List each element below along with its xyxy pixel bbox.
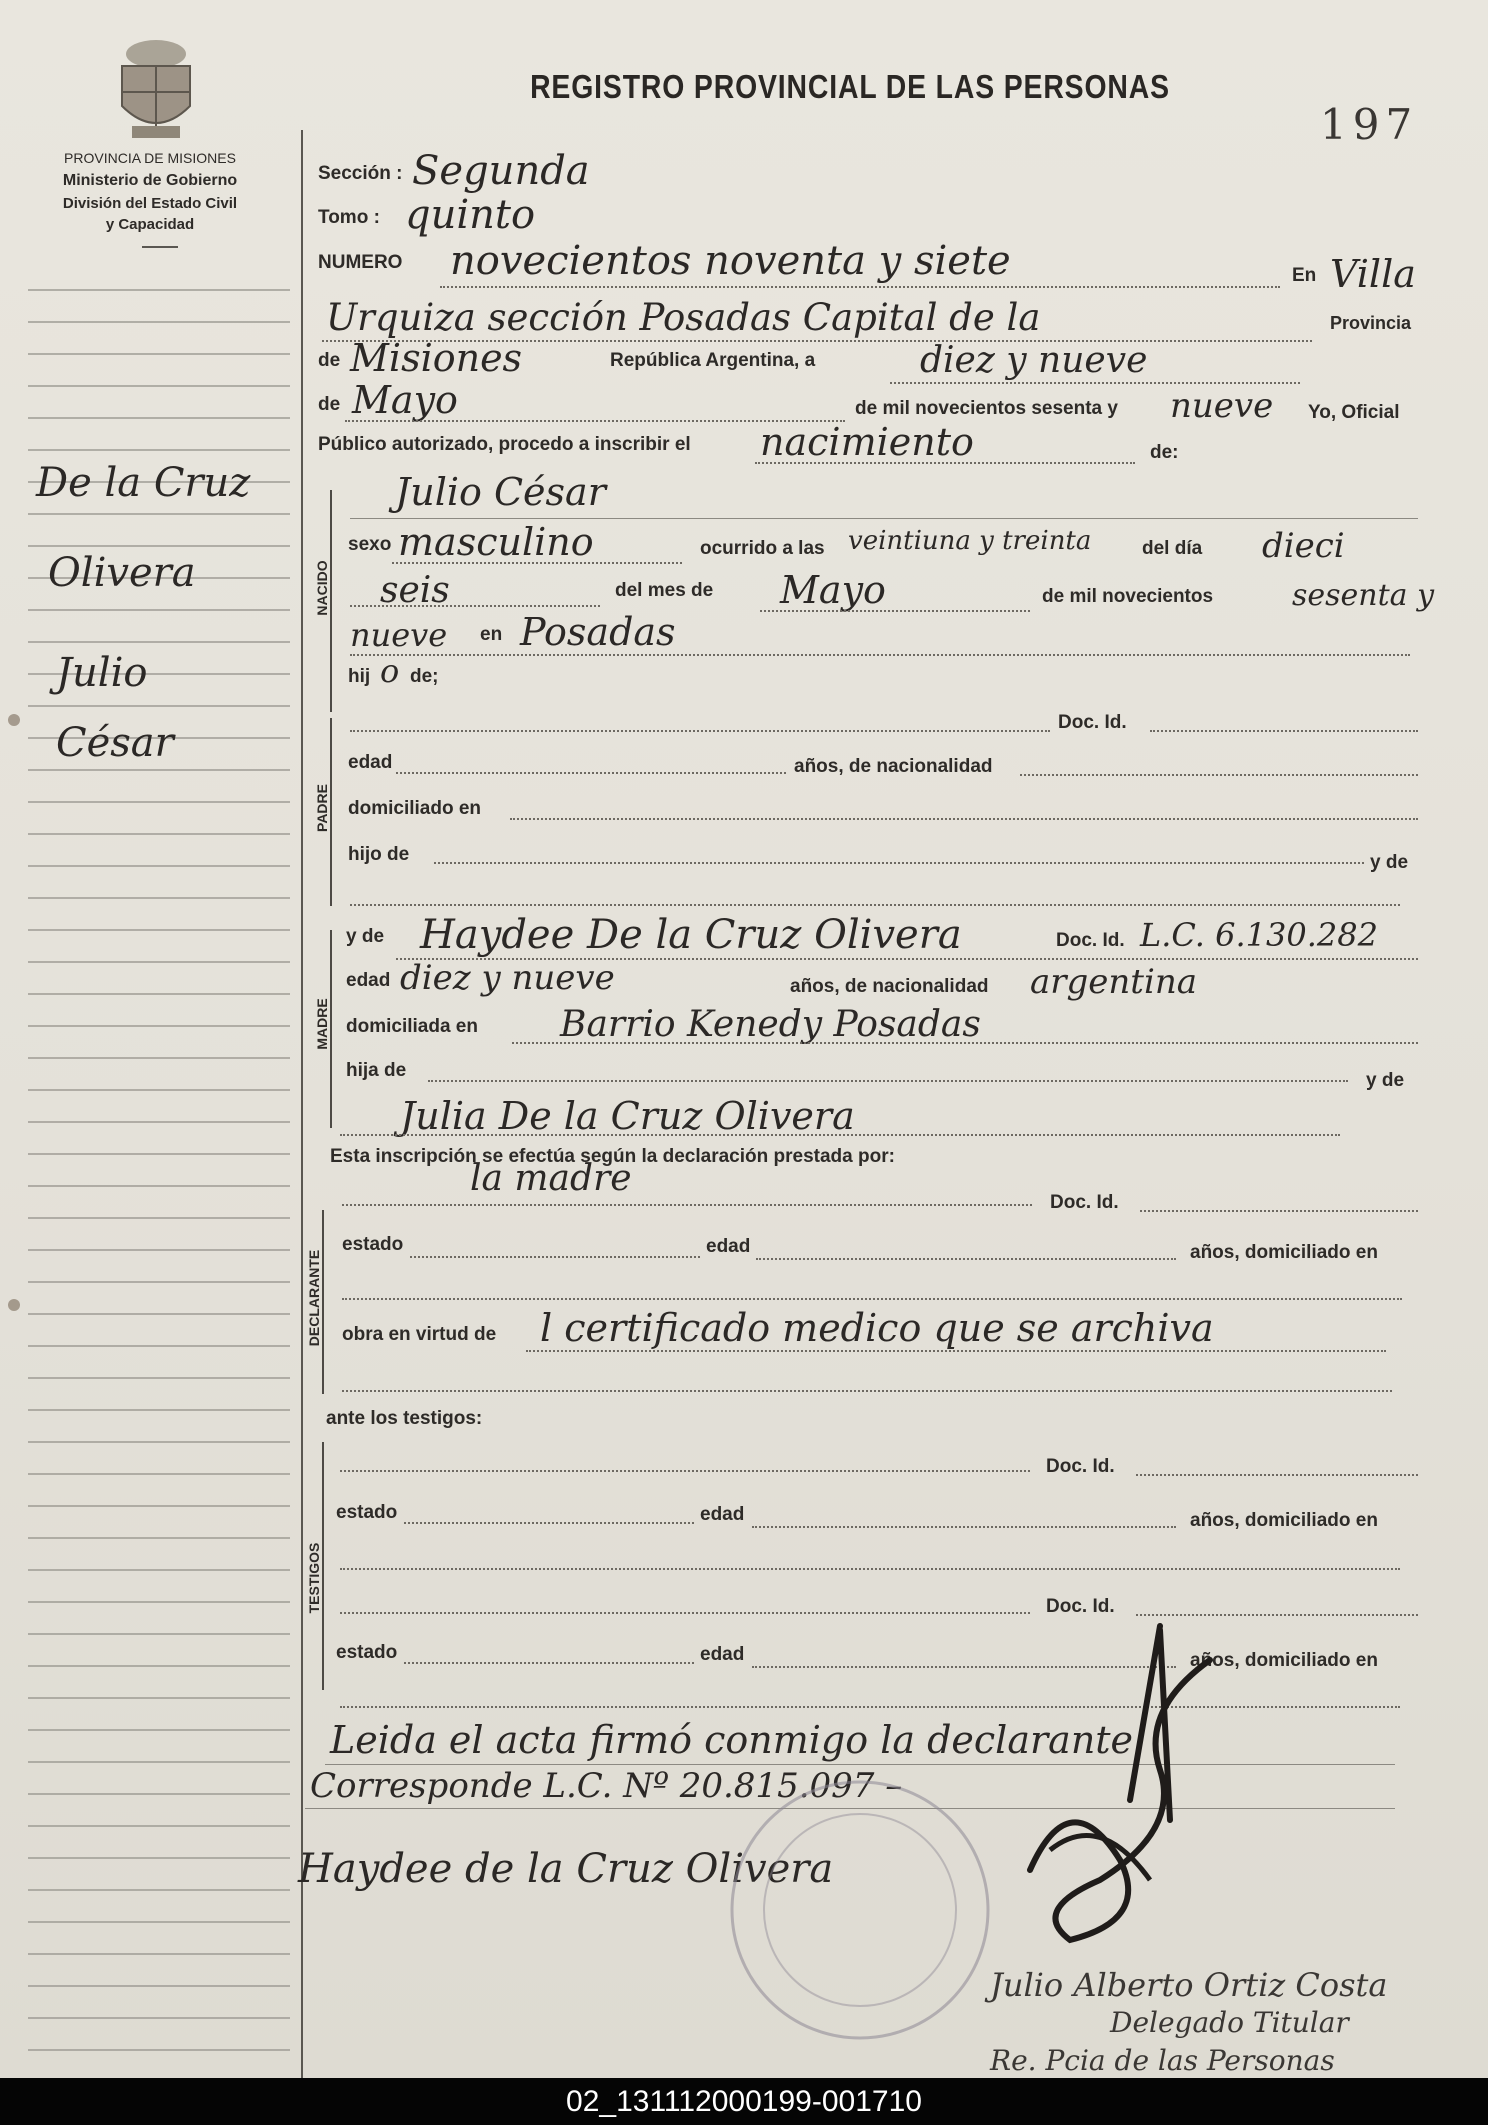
nacido-section-label: NACIDO — [314, 560, 330, 616]
acto-rule — [755, 462, 1135, 464]
tomo-value: quinto — [405, 192, 536, 238]
official-signature — [1010, 1620, 1250, 1960]
padre-madre-rule — [350, 904, 1400, 906]
madre-edad-value: diez y nueve — [400, 958, 615, 998]
margin-note-3: Julio — [56, 650, 148, 696]
nac-mes-rule — [760, 610, 1030, 612]
testigo1-doc-label: Doc. Id. — [1046, 1456, 1115, 1477]
testigo1-nombre-rule — [340, 1470, 1030, 1472]
declarante-estado-label: estado — [342, 1234, 404, 1255]
madre-doc-label: Doc. Id. — [1056, 930, 1125, 951]
hijo-suffix: o — [380, 652, 400, 690]
division-label: División del Estado Civil — [62, 195, 238, 212]
nota-documento: Corresponde L.C. Nº 20.815.097 – — [310, 1766, 903, 1806]
de-label-3: de: — [1150, 442, 1179, 463]
testigo2-estado-label: estado — [336, 1642, 398, 1663]
nac-anio-value: sesenta y — [1292, 578, 1435, 613]
numero-label: NUMERO — [318, 252, 403, 273]
provincia-value: Misiones — [350, 336, 523, 380]
madre-nacionalidad-label: años, de nacionalidad — [790, 976, 989, 997]
margin-note-2: Olivera — [48, 550, 196, 596]
madre-domicilio-label: domiciliada en — [346, 1016, 478, 1037]
madre-section-label: MADRE — [314, 998, 330, 1050]
madre-domicilio-value: Barrio Kenedy Posadas — [560, 1004, 981, 1045]
testigo2-doc-label: Doc. Id. — [1046, 1596, 1115, 1617]
numero-value: novecientos noventa y siete — [450, 238, 1011, 284]
declarante-estado-rule — [410, 1256, 700, 1258]
margin-note-1: De la Cruz — [36, 460, 251, 506]
madre-bracket — [330, 930, 332, 1128]
sexo-label: sexo — [348, 534, 392, 555]
declarante-doc-label: Doc. Id. — [1050, 1192, 1119, 1213]
testigos-bracket — [322, 1442, 324, 1690]
madre-abuela-value: Julia De la Cruz Olivera — [400, 1094, 855, 1138]
tomo-label: Tomo : — [318, 207, 380, 228]
testigo1-estado-rule — [404, 1522, 694, 1524]
testigos-label: ante los testigos: — [326, 1408, 483, 1429]
madre-y-de-2-label: y de — [1366, 1070, 1405, 1091]
testigo2-nombre-rule — [340, 1612, 1030, 1614]
de-label-2: de — [318, 394, 341, 415]
declarante-value: la madre — [470, 1158, 632, 1199]
de-label-1: de — [318, 350, 341, 371]
oficial-reparticion: Re. Pcia de las Personas — [990, 2044, 1335, 2077]
del-dia-label: del día — [1142, 538, 1203, 559]
en-value: Villa — [1330, 252, 1416, 296]
oficial-label: Yo, Oficial — [1308, 402, 1400, 423]
testigo2-edad-label: edad — [700, 1644, 745, 1665]
republica-label: República Argentina, a — [610, 350, 816, 371]
madre-abuela-rule — [340, 1134, 1340, 1136]
testigos-section-label: TESTIGOS — [306, 1542, 322, 1614]
madre-doc-value: L.C. 6.130.282 — [1140, 916, 1378, 954]
testigo2-doc-rule — [1136, 1614, 1418, 1616]
padre-nacionalidad-rule — [1020, 774, 1418, 776]
madre-nacionalidad-value: argentina — [1030, 962, 1198, 1002]
oficial-nombre: Julio Alberto Ortiz Costa — [990, 1966, 1388, 2004]
nombre-rule — [350, 518, 1418, 519]
padre-hijo-de-label: hijo de — [348, 844, 410, 865]
provincia-label: Provincia — [1330, 313, 1412, 333]
hijo-label: hij — [348, 666, 371, 687]
en-label: En — [1292, 265, 1317, 286]
declarante-rule — [342, 1204, 1032, 1206]
declarante-bracket — [322, 1210, 324, 1394]
testigo2-domicilio-label: años, domiciliado en — [1190, 1650, 1378, 1671]
madre-edad-label: edad — [346, 970, 391, 991]
nac-mes-value: Mayo — [780, 568, 886, 612]
nac-mil-label: de mil novecientos — [1042, 586, 1214, 607]
declarante-edad-label: edad — [706, 1236, 751, 1257]
seccion-value: Segunda — [412, 148, 590, 194]
ocurrido-label: ocurrido a las — [700, 538, 825, 559]
mes-value: Mayo — [352, 378, 458, 422]
del-mes-label: del mes de — [615, 580, 714, 601]
margin-rule-lines — [0, 0, 310, 2078]
padre-doc-rule — [1150, 730, 1418, 732]
oficial-cargo: Delegado Titular — [1110, 2006, 1349, 2039]
madre-y-de-label: y de — [346, 926, 385, 947]
declaracion-label: Esta inscripción se efectúa según la declaración prestada por: — [330, 1146, 895, 1167]
padre-domicilio-rule — [510, 818, 1418, 820]
testigo2-estado-rule — [404, 1662, 694, 1664]
obra-label: obra en virtud de — [342, 1324, 497, 1345]
testigo1-edad-rule — [752, 1526, 1176, 1528]
nota-lectura: Leida el acta firmó conmigo la declarante — [330, 1718, 1134, 1762]
madre-domicilio-rule — [512, 1042, 1418, 1044]
declarante-section-label: DECLARANTE — [306, 1249, 322, 1347]
padre-nombre-rule — [350, 730, 1050, 732]
margin-note-4: César — [56, 720, 174, 766]
sexo-value: masculino — [398, 520, 594, 564]
official-stamp — [720, 1760, 1000, 2060]
declarante-domicilio-rule — [342, 1298, 1402, 1300]
de-label-4: de; — [410, 666, 439, 687]
mil-novecientos-label: de mil novecientos sesenta y — [855, 398, 1118, 419]
dia-value: diez y nueve — [920, 340, 1148, 381]
numero-rule — [440, 286, 1280, 288]
hora-value: veintiuna y treinta — [848, 526, 1092, 556]
testigo1-estado-label: estado — [336, 1502, 398, 1523]
padre-edad-label: edad — [348, 752, 393, 773]
padre-bracket — [330, 718, 332, 906]
nac-dia-cont-value: seis — [380, 570, 450, 611]
acto-value: nacimiento — [760, 420, 974, 464]
padre-hijo-de-rule — [434, 862, 1364, 864]
locality-value: Urquiza sección Posadas Capital de la — [326, 296, 1041, 339]
archive-id-footer: 02_131112000199-001710 — [0, 2078, 1488, 2125]
nombre-value: Julio César — [395, 470, 606, 514]
document-title: REGISTRO PROVINCIAL DE LAS PERSONAS — [530, 68, 1170, 105]
division-sub-label: y Capacidad — [105, 216, 195, 233]
declarante-doc-rule — [1140, 1210, 1418, 1212]
nacido-bracket — [330, 490, 332, 712]
obra-rule — [526, 1350, 1386, 1352]
obra-rule-2 — [342, 1390, 1392, 1392]
nac-anio-cont-value: nueve — [350, 616, 448, 654]
lugar-rule — [350, 654, 1410, 656]
padre-doc-label: Doc. Id. — [1058, 712, 1127, 733]
lugar-value: Posadas — [520, 610, 676, 654]
publico-label: Público autorizado, procedo a inscribir el — [318, 434, 691, 455]
page-number: 197 — [1320, 100, 1419, 149]
obra-value: l certificado medico que se archiva — [540, 1306, 1214, 1350]
madre-nombre-value: Haydee De la Cruz Olivera — [420, 912, 962, 958]
header-divider — [142, 246, 178, 248]
coat-of-arms-seal — [108, 36, 204, 142]
firma-declarante: Haydee de la Cruz Olivera — [298, 1846, 834, 1892]
testigo1-edad-label: edad — [700, 1504, 745, 1525]
padre-section-label: PADRE — [314, 784, 330, 832]
nac-dia-value: dieci — [1262, 526, 1345, 566]
sexo-rule — [392, 562, 682, 564]
madre-hija-de-rule — [428, 1080, 1348, 1082]
testigo1-doc-rule — [1136, 1474, 1418, 1476]
province-label: PROVINCIA DE MISIONES — [64, 150, 236, 166]
seccion-label: Sección : — [318, 163, 403, 184]
declarante-domicilio-label: años, domiciliado en — [1190, 1242, 1378, 1263]
dia-rule — [890, 382, 1300, 384]
dia-cont-rule — [350, 605, 600, 607]
ministry-label: Ministerio de Gobierno — [62, 172, 238, 189]
padre-edad-rule — [396, 772, 786, 774]
padre-domicilio-label: domiciliado en — [348, 798, 482, 819]
declarante-edad-rule — [756, 1258, 1176, 1260]
anio-value: nueve — [1170, 386, 1274, 426]
padre-y-de-label: y de — [1370, 852, 1409, 873]
padre-nacionalidad-label: años, de nacionalidad — [794, 756, 993, 777]
madre-hija-de-label: hija de — [346, 1060, 407, 1081]
testigo1-domicilio-rule — [340, 1568, 1400, 1570]
en-label-2: en — [480, 624, 503, 645]
testigo1-domicilio-label: años, domiciliado en — [1190, 1510, 1378, 1531]
